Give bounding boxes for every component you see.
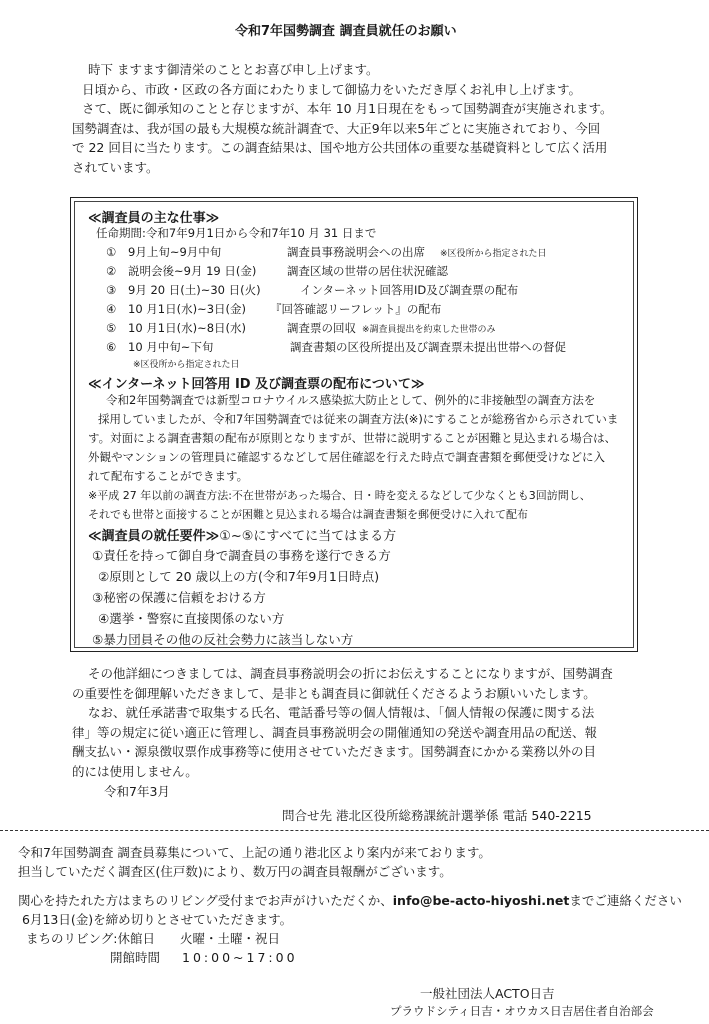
closing-line: 律」等の規定に従い適正に管理し、調査員事務説明会の開催通知の発送や調査用品の配送、報 xyxy=(72,724,598,740)
internet-line: 採用していましたが、令和7年国勢調査では従来の調査方法(※)にすることが総務省から示されていま xyxy=(98,412,619,426)
contact-email-link[interactable]: info@be-acto-hiyoshi.net xyxy=(392,893,570,908)
requirement-item: ①責任を持って御自身で調査員の事務を遂行できる方 xyxy=(92,548,391,563)
footer-line: 担当していただく調査区(住戸数)により、数万円の調査員報酬がございます。 xyxy=(18,864,452,879)
organization-subname: プラウドシティ日吉・オウカス日吉居住者自治部会 xyxy=(390,1004,654,1018)
duty-what: 調査書類の区役所提出及び調査票未提出世帯への督促 xyxy=(290,340,566,354)
duty-number: ④ xyxy=(106,302,117,316)
requirement-item: ②原則として 20 歳以上の方(令和7年9月1日時点) xyxy=(98,569,380,584)
duty-when: 9月 20 日(土)~30 日(火) xyxy=(128,283,261,297)
internet-line: れて配布することができます。 xyxy=(88,469,249,483)
intro-line: 国勢調査は、我が国の最も大規模な統計調査で、大正9年以来5年ごとに実施されており、今回 xyxy=(72,120,601,136)
closing-paragraph xyxy=(72,664,632,781)
closing-line: 酬支払い・源泉徴収票作成事務等に使用させていただきます。国勢調査にかかる業務以外の目 xyxy=(72,744,597,759)
duty-number: ② xyxy=(106,264,117,278)
requirement-item: ⑤暴力団員その他の反社会勢力に該当しない方 xyxy=(92,632,354,647)
duty-number: ① xyxy=(106,245,117,259)
contact-info: 問合せ先 港北区役所総務課統計選挙係 電話 540-2215 xyxy=(282,808,592,823)
closed-days-label: まちのリビング:休館日 xyxy=(26,931,155,946)
closing-line: の重要性を御理解いただきまして、是非とも調査員に御就任くださるようお願いいたします。 xyxy=(72,685,596,701)
duty-when: 10 月中旬~下旬 xyxy=(128,340,214,354)
duty-number: ⑤ xyxy=(106,321,117,335)
internet-line: 令和2年国勢調査では新型コロナウイルス感染拡大防止として、例外的に非接触型の調査方法を xyxy=(106,393,596,407)
closed-days: 火曜・土曜・祝日 xyxy=(180,931,281,946)
closing-line: その他詳細につきましては、調査員事務説明会の折にお伝えすることになりますが、国勢調査 xyxy=(88,666,613,681)
requirements-heading: ≪調査員の就任要件≫ xyxy=(88,529,220,544)
duty-when: 説明会後~9月 19 日(金) xyxy=(128,264,257,278)
issue-date: 令和7年3月 xyxy=(104,784,170,799)
footer-contact-line xyxy=(18,891,682,910)
duty-what: 『回答確認リーフレット』の配布 xyxy=(270,302,442,316)
intro-line: 日頃から、市政・区政の各方面にわたりまして御協力をいただき厚くお礼申し上げます。 xyxy=(82,81,582,97)
internet-heading: ≪インターネット回答用 ID 及び調査票の配布について≫ xyxy=(88,377,425,392)
dashed-separator xyxy=(0,830,709,831)
duty-number: ③ xyxy=(106,283,117,297)
footer-deadline: 6月13日(金)を締め切りとさせていただきます。 xyxy=(22,912,293,927)
internet-line: 外観やマンションの管理員に確認するなどして居住確認を行えた時点で調査書類を郵便受けなどに入 xyxy=(88,450,605,464)
intro-line: さて、既に御承知のことと存じますが、本年 10 月1日現在をもって国勢調査が実施されます。 xyxy=(82,101,613,116)
duty-note: ※区役所から指定された日 xyxy=(440,249,547,259)
duty-what: 調査区域の世帯の居住状況確認 xyxy=(287,264,448,278)
page-title: 令和7年国勢調査 調査員就任のお願い xyxy=(235,24,457,39)
opening-hours: 10:00~17:00 xyxy=(182,950,298,965)
internet-note-line: ※平成 27 年以前の調査方法:不在世帯があった場合、日・時を変えるなどして少なくとも3回訪問し、 xyxy=(88,489,591,502)
internet-note-line: それでも世帯と面接することが困難と見込まれる場合は調査書類を郵便受けに入れて配布 xyxy=(88,508,528,521)
requirements-heading-suffix: ①~⑤にすべてに当てはまる方 xyxy=(219,529,397,544)
duty-what: 調査票の回収 xyxy=(287,321,356,335)
intro-line: で 22 回目に当たります。この調査結果は、国や地方公共団体の重要な基礎資料として広く活用 xyxy=(72,140,608,155)
duty-note: ※調査員提出を約束した世帯のみ xyxy=(362,325,496,335)
closing-line: 的には使用しません。 xyxy=(72,763,198,779)
duty-what: インターネット回答用ID及び調査票の配布 xyxy=(300,283,519,297)
duties-heading: ≪調査員の主な仕事≫ xyxy=(88,211,220,226)
duty-when: 10 月1日(水)~8日(水) xyxy=(128,321,247,335)
footer-contact-pre: 関心を持たれた方はまちのリビング受付までお声がけいただくか、 xyxy=(18,893,393,908)
duty-number: ⑥ xyxy=(106,340,117,354)
footer-line: 令和7年国勢調査 調査員募集について、上記の通り港北区より案内が来ております。 xyxy=(18,845,491,860)
intro-paragraph xyxy=(72,60,632,177)
duty-when: 10 月1日(水)~3日(金) xyxy=(128,302,247,316)
internet-line: す。対面による調査書類の配布が原則となりますが、世帯に説明することが困難と見込まれる場合は、 xyxy=(88,431,617,445)
requirements-heading-row xyxy=(88,525,396,544)
requirement-item: ③秘密の保護に信頼をおける方 xyxy=(92,590,266,605)
duty-sub-note: ※区役所から指定された日 xyxy=(133,360,240,370)
duty-what: 調査員事務説明会への出席 xyxy=(287,245,425,259)
duties-period: 任命期間:令和7年9月1日から令和7年10 月 31 日まで xyxy=(96,226,377,240)
duty-when: 9月上旬~9月中旬 xyxy=(128,245,222,259)
footer-contact-post: までご連絡ください xyxy=(569,893,682,908)
requirement-item: ④選挙・警察に直接関係のない方 xyxy=(98,611,285,626)
intro-line: されています。 xyxy=(72,159,159,175)
organization-name: 一般社団法人ACTO日吉 xyxy=(420,986,555,1001)
opening-hours-label: 開館時間 xyxy=(110,950,161,965)
intro-line: 時下 ますます御清栄のこととお喜び申し上げます。 xyxy=(88,62,379,77)
closing-line: なお、就任承諾書で取集する氏名、電話番号等の個人情報は、「個人情報の保護に関する法 xyxy=(88,705,595,720)
